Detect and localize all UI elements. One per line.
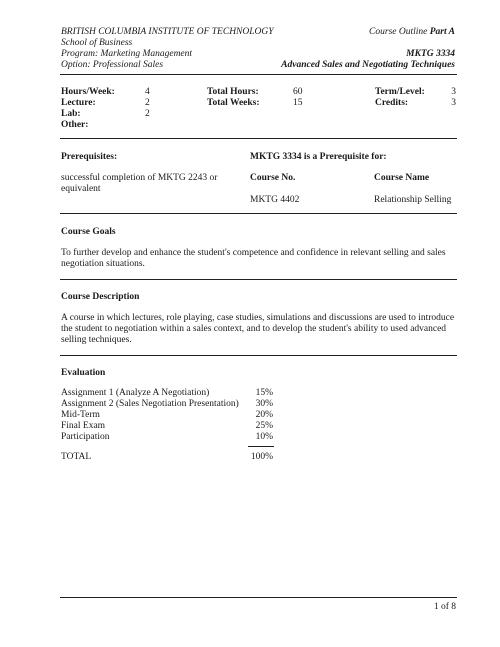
evaluation-item-label: Assignment 1 (Analyze A Negotiation): [61, 388, 210, 398]
outline-label-text: Course Outline: [369, 27, 428, 37]
lab-value: 2: [145, 109, 150, 119]
evaluation-item-label: Participation: [61, 432, 110, 442]
total-weeks-label: Total Weeks:: [207, 98, 260, 108]
prereq-for-heading: MKTG 3334 is a Prerequisite for:: [250, 152, 387, 162]
credits-label: Credits:: [375, 98, 409, 108]
term-level-label: Term/Level:: [375, 87, 425, 97]
evaluation-item-label: Mid-Term: [61, 410, 100, 420]
course-code: MKTG 3334: [406, 49, 455, 59]
total-hours-label: Total Hours:: [207, 87, 259, 97]
hours-week-label: Hours/Week:: [61, 87, 115, 97]
footer-divider: [60, 597, 457, 598]
goals-divider: [60, 279, 457, 280]
header-divider: [60, 74, 457, 75]
description-divider: [60, 355, 457, 356]
total-hours-value: 60: [293, 87, 303, 97]
evaluation-item-value: 10%: [255, 432, 273, 442]
lab-label: Lab:: [61, 109, 81, 119]
page-number: 1 of 8: [433, 602, 456, 612]
evaluation-item-value: 20%: [255, 410, 273, 420]
description-text: A course in which lectures, role playing, case studies, simulations and discussions are used to introduce the student to negotiation within a sales context, and to develop the student's ability to used advanced selling techniques.: [61, 313, 455, 345]
evaluation-item-value: 15%: [255, 388, 273, 398]
credits-value: 3: [451, 98, 456, 108]
evaluation-item-label: Assignment 2 (Sales Negotiation Presentation): [61, 399, 239, 409]
other-label: Other:: [61, 120, 89, 130]
school-name: School of Business: [61, 38, 133, 48]
course-no: MKTG 4402: [250, 195, 300, 205]
course-title: Advanced Sales and Negotiating Techniques: [281, 60, 455, 70]
prereq-divider: [60, 213, 457, 214]
evaluation-item-label: Final Exam: [61, 421, 106, 431]
course-name-heading: Course Name: [374, 173, 430, 183]
outline-part: Part A: [429, 27, 455, 37]
term-level-value: 3: [451, 87, 456, 97]
description-heading: Course Description: [61, 292, 140, 302]
evaluation-item-value: 25%: [255, 421, 273, 431]
prerequisites-text: successful completion of MKTG 2243 or equivalent: [61, 173, 218, 194]
total-weeks-value: 15: [293, 98, 303, 108]
option-name: Option: Professional Sales: [61, 60, 164, 70]
course-no-heading: Course No.: [250, 173, 296, 183]
evaluation-item-value: 30%: [255, 399, 273, 409]
lecture-value: 2: [145, 98, 150, 108]
hours-week-value: 4: [145, 87, 150, 97]
prerequisites-heading: Prerequisites:: [61, 152, 118, 162]
evaluation-total-value: 100%: [250, 452, 273, 462]
evaluation-heading: Evaluation: [61, 368, 106, 378]
goals-heading: Course Goals: [61, 227, 116, 237]
course-name: Relationship Selling: [374, 195, 452, 205]
total-underline: [248, 446, 274, 447]
program-name: Program: Marketing Management: [61, 49, 193, 59]
goals-text: To further develop and enhance the student's competence and confidence in relevant selling and sales negotiation situations.: [61, 248, 446, 269]
hours-divider: [60, 138, 457, 139]
evaluation-total-label: TOTAL: [61, 452, 92, 462]
institute-name: BRITISH COLUMBIA INSTITUTE OF TECHNOLOGY: [61, 27, 274, 37]
lecture-label: Lecture:: [61, 98, 96, 108]
outline-label: [369, 27, 455, 38]
